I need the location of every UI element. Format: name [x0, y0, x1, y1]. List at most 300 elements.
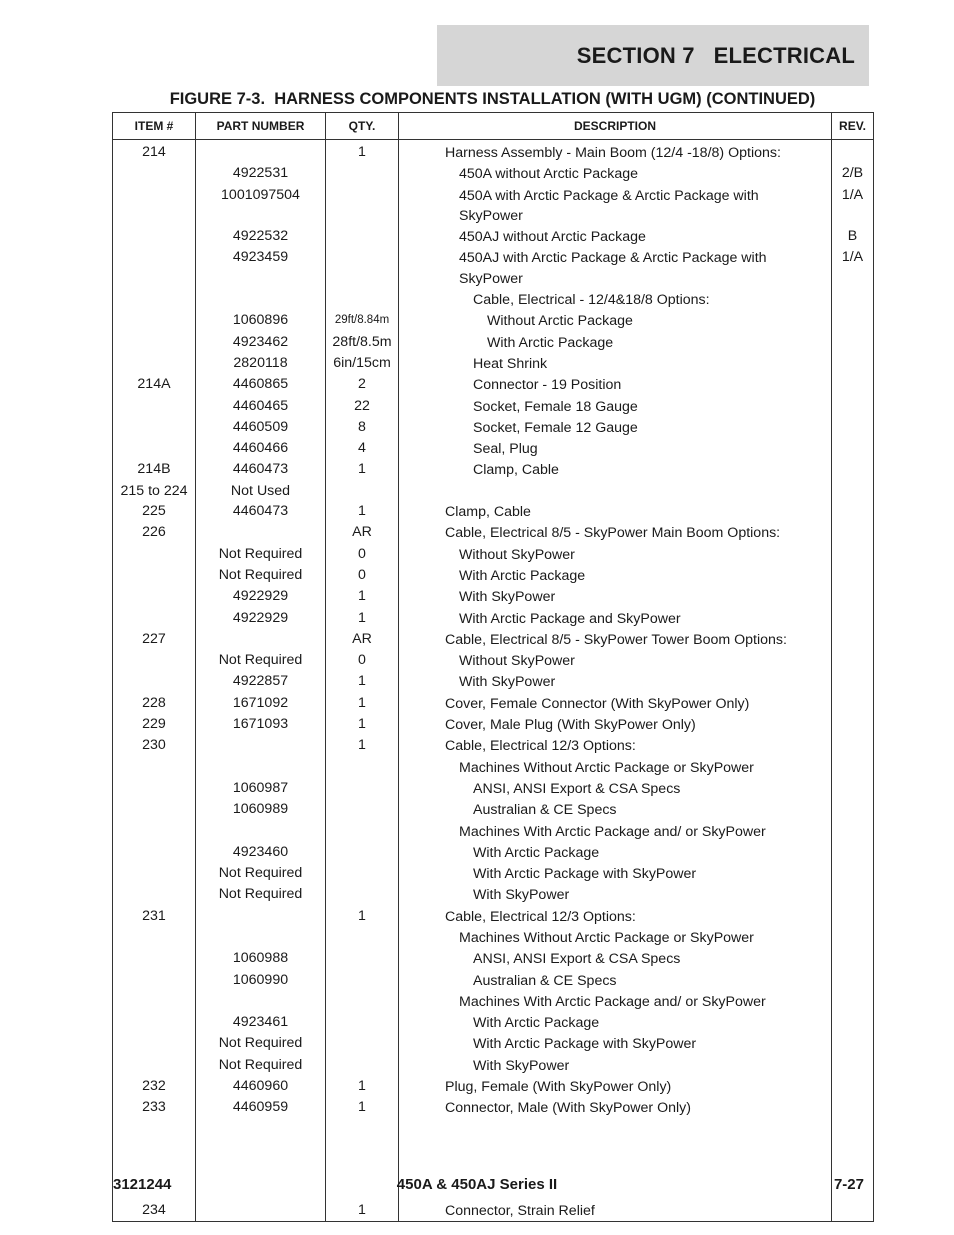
table-row [113, 289, 874, 310]
table-row [113, 374, 874, 395]
cell-description [399, 948, 832, 969]
cell-description [399, 735, 832, 756]
description-text: Connector - 19 Position [473, 377, 622, 394]
cell-item [113, 185, 196, 227]
cell-qty: 1 [326, 906, 399, 927]
cell-item [113, 353, 196, 374]
cell-item: 230 [113, 735, 196, 756]
section-title: SECTION 7 ELECTRICAL [576, 42, 855, 68]
cell-rev [832, 374, 874, 395]
cell-part-number: 4922929 [196, 608, 326, 629]
cell-part-number [196, 1200, 326, 1222]
cell-item [113, 842, 196, 863]
table-row [113, 970, 874, 991]
cell-part-number: 4460466 [196, 438, 326, 459]
cell-rev [832, 310, 874, 331]
cell-qty: 1 [326, 1097, 399, 1118]
cell-rev: 1/A [832, 185, 874, 227]
cell-rev: B [832, 226, 874, 247]
cell-rev [832, 1076, 874, 1097]
cell-item [113, 608, 196, 629]
cell-rev: 2/B [832, 163, 874, 184]
table-row [113, 799, 874, 820]
cell-part-number [196, 991, 326, 1012]
cell-qty: 1 [326, 693, 399, 714]
description-text: Cable, Electrical 12/3 Options: [445, 908, 636, 925]
cell-description [399, 906, 832, 927]
cell-item [113, 163, 196, 184]
table-row [113, 459, 874, 480]
cell-qty [326, 778, 399, 799]
description-text: Cable, Electrical 8/5 - SkyPower Tower Boom Options: [445, 631, 787, 648]
cell-qty: AR [326, 629, 399, 650]
cell-qty [326, 799, 399, 820]
table-row [113, 586, 874, 607]
description-text: Australian & CE Specs [473, 972, 617, 989]
cell-part-number: 2820118 [196, 353, 326, 374]
cell-part-number: Not Required [196, 544, 326, 565]
cell-qty [326, 842, 399, 863]
cell-item [113, 289, 196, 310]
cell-item [113, 396, 196, 417]
table-row [113, 884, 874, 905]
column-header-qty: QTY. [326, 113, 399, 140]
cell-qty [326, 226, 399, 247]
cell-item [113, 671, 196, 692]
cell-description [399, 185, 832, 227]
cell-part-number [196, 821, 326, 842]
cell-part-number [196, 735, 326, 756]
cell-part-number: 4922857 [196, 671, 326, 692]
cell-item: 226 [113, 522, 196, 543]
description-text: Connector, Strain Relief [445, 1202, 595, 1219]
cell-rev [832, 863, 874, 884]
cell-part-number [196, 757, 326, 778]
cell-rev [832, 693, 874, 714]
cell-qty: 2 [326, 374, 399, 395]
column-header-part-number: PART NUMBER [196, 113, 326, 140]
description-text: Australian & CE Specs [473, 802, 617, 819]
cell-item [113, 970, 196, 991]
table-row [113, 140, 874, 164]
cell-rev [832, 629, 874, 650]
description-text: 450A with Arctic Package & Arctic Package with SkyPower [459, 187, 759, 224]
cell-description [399, 991, 832, 1012]
cell-rev [832, 735, 874, 756]
cell-qty: 1 [326, 140, 399, 164]
table-row [113, 353, 874, 374]
cell-description [399, 586, 832, 607]
cell-part-number: 4922531 [196, 163, 326, 184]
description-text: With Arctic Package and SkyPower [459, 610, 681, 627]
cell-rev [832, 650, 874, 671]
cell-rev [832, 522, 874, 543]
cell-item: 229 [113, 714, 196, 735]
cell-description [399, 1033, 832, 1054]
section-header [437, 25, 869, 86]
cell-part-number: 4923460 [196, 842, 326, 863]
description-text: Without SkyPower [459, 653, 575, 670]
cell-part-number [196, 629, 326, 650]
cell-item [113, 821, 196, 842]
cell-item: 227 [113, 629, 196, 650]
cell-description [399, 417, 832, 438]
cell-item: 225 [113, 501, 196, 522]
description-text: 450AJ without Arctic Package [459, 229, 646, 246]
cell-rev [832, 544, 874, 565]
cell-part-number: 4922532 [196, 226, 326, 247]
table-row [113, 948, 874, 969]
table-row [113, 821, 874, 842]
cell-item [113, 226, 196, 247]
cell-qty [326, 927, 399, 948]
cell-rev: 1/A [832, 247, 874, 289]
table-row [113, 481, 874, 501]
cell-qty [326, 948, 399, 969]
cell-item [113, 799, 196, 820]
table-row [113, 714, 874, 735]
cell-item [113, 650, 196, 671]
cell-qty [326, 757, 399, 778]
cell-description [399, 565, 832, 586]
cell-rev [832, 970, 874, 991]
table-row [113, 310, 874, 331]
table-row [113, 501, 874, 522]
description-text: Connector, Male (With SkyPower Only) [445, 1100, 691, 1117]
cell-part-number: Not Required [196, 565, 326, 586]
cell-item [113, 247, 196, 289]
cell-qty: 0 [326, 544, 399, 565]
description-text: Plug, Female (With SkyPower Only) [445, 1079, 672, 1096]
cell-description [399, 332, 832, 353]
cell-qty [326, 1055, 399, 1076]
cell-qty: 1 [326, 671, 399, 692]
table-row [113, 185, 874, 227]
description-text: Cable, Electrical - 12/4&18/8 Options: [473, 292, 710, 309]
description-text: Without SkyPower [459, 546, 575, 563]
cell-part-number: 4460473 [196, 459, 326, 480]
cell-item [113, 565, 196, 586]
table-row [113, 991, 874, 1012]
table-row [113, 565, 874, 586]
cell-rev [832, 1033, 874, 1054]
cell-qty: 6in/15cm [326, 353, 399, 374]
cell-part-number: 1671093 [196, 714, 326, 735]
table-row [113, 1097, 874, 1118]
description-text: Machines With Arctic Package and/ or SkyPower [459, 993, 766, 1010]
cell-description [399, 459, 832, 480]
description-text: Machines With Arctic Package and/ or SkyPower [459, 823, 766, 840]
description-text: Heat Shrink [473, 355, 548, 372]
cell-item [113, 1012, 196, 1033]
cell-part-number: 4460865 [196, 374, 326, 395]
cell-part-number: 1001097504 [196, 185, 326, 227]
cell-qty: 29ft/8.84m [326, 310, 399, 331]
cell-part-number: 4922929 [196, 586, 326, 607]
cell-item [113, 332, 196, 353]
cell-rev [832, 991, 874, 1012]
cell-description [399, 608, 832, 629]
description-text: 450AJ with Arctic Package & Arctic Package with SkyPower [459, 250, 767, 287]
parts-table-body [113, 140, 874, 1222]
cell-part-number: 4460465 [196, 396, 326, 417]
column-header-rev: REV. [832, 113, 874, 140]
cell-qty: 1 [326, 714, 399, 735]
cell-item: 215 to 224 [113, 481, 196, 501]
table-row [113, 544, 874, 565]
cell-item [113, 863, 196, 884]
description-text: With Arctic Package with SkyPower [473, 1036, 697, 1053]
cell-qty: 0 [326, 650, 399, 671]
cell-rev [832, 1200, 874, 1222]
cell-description [399, 650, 832, 671]
description-text: With Arctic Package with SkyPower [473, 866, 697, 883]
table-row [113, 1033, 874, 1054]
cell-item: 214A [113, 374, 196, 395]
description-text: With SkyPower [473, 887, 570, 904]
cell-rev [832, 757, 874, 778]
cell-description [399, 289, 832, 310]
footer-page-number: 7-27 [833, 1176, 864, 1193]
cell-description [399, 544, 832, 565]
cell-description [399, 1200, 832, 1222]
cell-rev [832, 353, 874, 374]
cell-part-number: 1060990 [196, 970, 326, 991]
cell-rev [832, 501, 874, 522]
cell-qty: 8 [326, 417, 399, 438]
table-row [113, 1012, 874, 1033]
cell-rev [832, 565, 874, 586]
cell-description [399, 970, 832, 991]
cell-part-number: Not Required [196, 1033, 326, 1054]
cell-item [113, 586, 196, 607]
cell-qty [326, 821, 399, 842]
cell-description [399, 522, 832, 543]
cell-qty: 1 [326, 501, 399, 522]
cell-qty [326, 481, 399, 501]
description-text: With Arctic Package [473, 1015, 600, 1032]
cell-part-number: Not Required [196, 863, 326, 884]
cell-qty: 22 [326, 396, 399, 417]
description-text: Socket, Female 18 Gauge [473, 398, 638, 415]
cell-rev [832, 927, 874, 948]
cell-rev [832, 1012, 874, 1033]
table-row [113, 650, 874, 671]
cell-part-number: 4460959 [196, 1097, 326, 1118]
cell-rev [832, 459, 874, 480]
cell-part-number: 4923459 [196, 247, 326, 289]
footer-model: 450A & 450AJ Series II [396, 1176, 558, 1193]
cell-description [399, 629, 832, 650]
column-header-description: DESCRIPTION [399, 113, 832, 140]
description-text: Without Arctic Package [487, 313, 633, 330]
description-text: Socket, Female 12 Gauge [473, 419, 638, 436]
table-header-row [113, 113, 874, 140]
table-row [113, 906, 874, 927]
cell-qty: AR [326, 522, 399, 543]
cell-part-number: 4460960 [196, 1076, 326, 1097]
cell-item: 214B [113, 459, 196, 480]
cell-part-number: 1060988 [196, 948, 326, 969]
description-text: Seal, Plug [473, 441, 538, 458]
description-text: Cover, Male Plug (With SkyPower Only) [445, 717, 696, 734]
cell-rev [832, 799, 874, 820]
cell-item [113, 884, 196, 905]
cell-rev [832, 481, 874, 501]
cell-rev [832, 714, 874, 735]
cell-description [399, 693, 832, 714]
column-header-item: ITEM # [113, 113, 196, 140]
cell-qty: 1 [326, 1200, 399, 1222]
cell-part-number: 1060989 [196, 799, 326, 820]
cell-item: 234 [113, 1200, 196, 1222]
cell-rev [832, 1055, 874, 1076]
cell-description [399, 438, 832, 459]
table-row [113, 396, 874, 417]
table-row [113, 247, 874, 289]
description-text: With Arctic Package [473, 844, 600, 861]
parts-table [112, 112, 874, 1222]
cell-rev [832, 778, 874, 799]
description-text: Cable, Electrical 8/5 - SkyPower Main Boom Options: [445, 525, 781, 542]
table-row [113, 163, 874, 184]
cell-rev [832, 842, 874, 863]
cell-item [113, 417, 196, 438]
cell-qty [326, 970, 399, 991]
cell-description [399, 310, 832, 331]
cell-part-number: 4460509 [196, 417, 326, 438]
cell-rev [832, 140, 874, 164]
cell-description [399, 247, 832, 289]
cell-rev [832, 671, 874, 692]
cell-part-number: 1060987 [196, 778, 326, 799]
cell-item [113, 1055, 196, 1076]
cell-item: 228 [113, 693, 196, 714]
cell-item [113, 948, 196, 969]
cell-item [113, 757, 196, 778]
cell-description [399, 163, 832, 184]
cell-part-number: Not Required [196, 650, 326, 671]
description-text: With SkyPower [459, 674, 556, 691]
footer-doc-number: 3121244 [113, 1176, 172, 1193]
table-row [113, 417, 874, 438]
cell-qty [326, 1012, 399, 1033]
cell-part-number [196, 522, 326, 543]
cell-rev [832, 438, 874, 459]
cell-qty [326, 991, 399, 1012]
cell-item [113, 1033, 196, 1054]
cell-qty [326, 1033, 399, 1054]
cell-part-number: 4923462 [196, 332, 326, 353]
description-text: Clamp, Cable [445, 504, 531, 521]
cell-rev [832, 586, 874, 607]
cell-part-number: Not Required [196, 884, 326, 905]
cell-part-number: Not Required [196, 1055, 326, 1076]
cell-item [113, 544, 196, 565]
cell-description [399, 714, 832, 735]
table-row [113, 1055, 874, 1076]
cell-description [399, 226, 832, 247]
cell-description [399, 1055, 832, 1076]
cell-qty [326, 185, 399, 227]
cell-item: 233 [113, 1097, 196, 1118]
table-row [113, 757, 874, 778]
description-text: With SkyPower [473, 1057, 570, 1074]
description-text: 450A without Arctic Package [459, 166, 639, 183]
cell-rev [832, 821, 874, 842]
cell-rev [832, 332, 874, 353]
cell-item: 232 [113, 1076, 196, 1097]
cell-qty: 1 [326, 608, 399, 629]
cell-qty: 1 [326, 735, 399, 756]
description-text: With Arctic Package [487, 334, 614, 351]
description-text: Cable, Electrical 12/3 Options: [445, 738, 636, 755]
cell-item [113, 927, 196, 948]
cell-qty [326, 863, 399, 884]
cell-qty: 4 [326, 438, 399, 459]
cell-part-number [196, 140, 326, 164]
cell-part-number [196, 927, 326, 948]
table-row [113, 332, 874, 353]
cell-qty: 1 [326, 1076, 399, 1097]
cell-qty: 1 [326, 459, 399, 480]
cell-part-number [196, 906, 326, 927]
cell-description [399, 757, 832, 778]
description-text: Machines Without Arctic Package or SkyPower [459, 929, 754, 946]
cell-description [399, 927, 832, 948]
cell-part-number: 4923461 [196, 1012, 326, 1033]
cell-part-number: Not Used [196, 481, 326, 501]
table-row [113, 1200, 874, 1222]
table-row [113, 778, 874, 799]
table-row [113, 735, 874, 756]
description-text: ANSI, ANSI Export & CSA Specs [473, 951, 681, 968]
table-row [113, 608, 874, 629]
table-row [113, 226, 874, 247]
cell-qty [326, 884, 399, 905]
cell-description [399, 778, 832, 799]
cell-description [399, 353, 832, 374]
cell-description [399, 140, 832, 164]
cell-item: 214 [113, 140, 196, 164]
cell-rev [832, 417, 874, 438]
cell-rev [832, 884, 874, 905]
table-row [113, 927, 874, 948]
table-row [113, 522, 874, 543]
description-text: Cover, Female Connector (With SkyPower Only) [445, 695, 750, 712]
cell-description [399, 799, 832, 820]
cell-qty: 1 [326, 586, 399, 607]
table-row [113, 863, 874, 884]
cell-rev [832, 1097, 874, 1118]
cell-description [399, 374, 832, 395]
cell-qty: 0 [326, 565, 399, 586]
cell-part-number: 1060896 [196, 310, 326, 331]
description-text: With SkyPower [459, 589, 556, 606]
cell-item: 231 [113, 906, 196, 927]
cell-description [399, 396, 832, 417]
table-row [113, 842, 874, 863]
cell-rev [832, 948, 874, 969]
cell-description [399, 884, 832, 905]
table-row [113, 671, 874, 692]
table-row [113, 693, 874, 714]
cell-description [399, 1012, 832, 1033]
table-row [113, 438, 874, 459]
description-text: Machines Without Arctic Package or SkyPower [459, 759, 754, 776]
cell-part-number [196, 289, 326, 310]
figure-title: FIGURE 7-3. HARNESS COMPONENTS INSTALLATION (WITH UGM) (CONTINUED) [169, 90, 816, 108]
